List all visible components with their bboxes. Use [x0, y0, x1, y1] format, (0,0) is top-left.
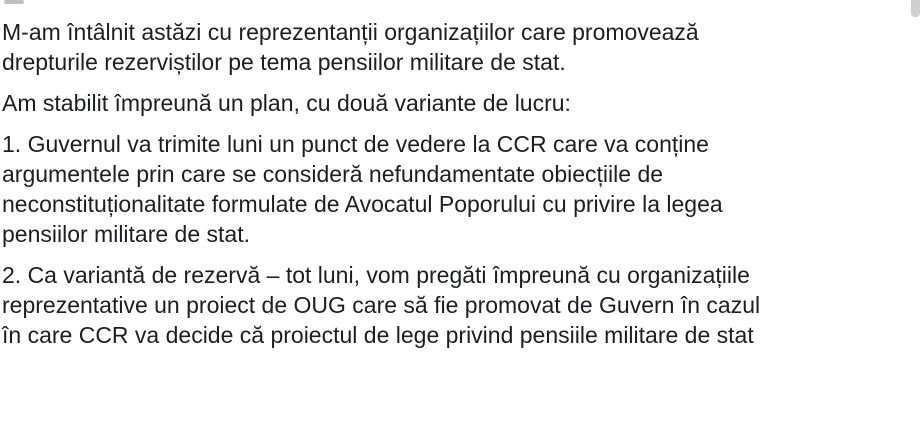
post-text	[0, 17, 902, 361]
post-paragraph-3: 1. Guvernul va trimite luni un punct de vedere la CCR care va conține argumentele prin care se consideră nefundamentate obiecțiile de neconstituționalitate formulate de Avocatul Poporului cu privire la legea pensiilor militare de stat.	[2, 131, 723, 247]
post-paragraph-4: 2. Ca variantă de rezervă – tot luni, vom pregăti împreună cu organizațiile reprezentative un proiect de OUG care să fie promovat de Guvern în cazul în care CCR va decide că proiectul de lege privind pensiile militare de stat	[2, 262, 761, 348]
cropped-text-fragment	[4, 0, 24, 4]
scrollbar-thumb[interactable]	[911, 0, 920, 17]
post-paragraph-1: M-am întâlnit astăzi cu reprezentanții organizațiilor care promovează drepturile rezerviștilor pe tema pensiilor militare de stat.	[2, 19, 699, 75]
post-paragraph-2: Am stabilit împreună un plan, cu două variante de lucru:	[2, 90, 571, 116]
